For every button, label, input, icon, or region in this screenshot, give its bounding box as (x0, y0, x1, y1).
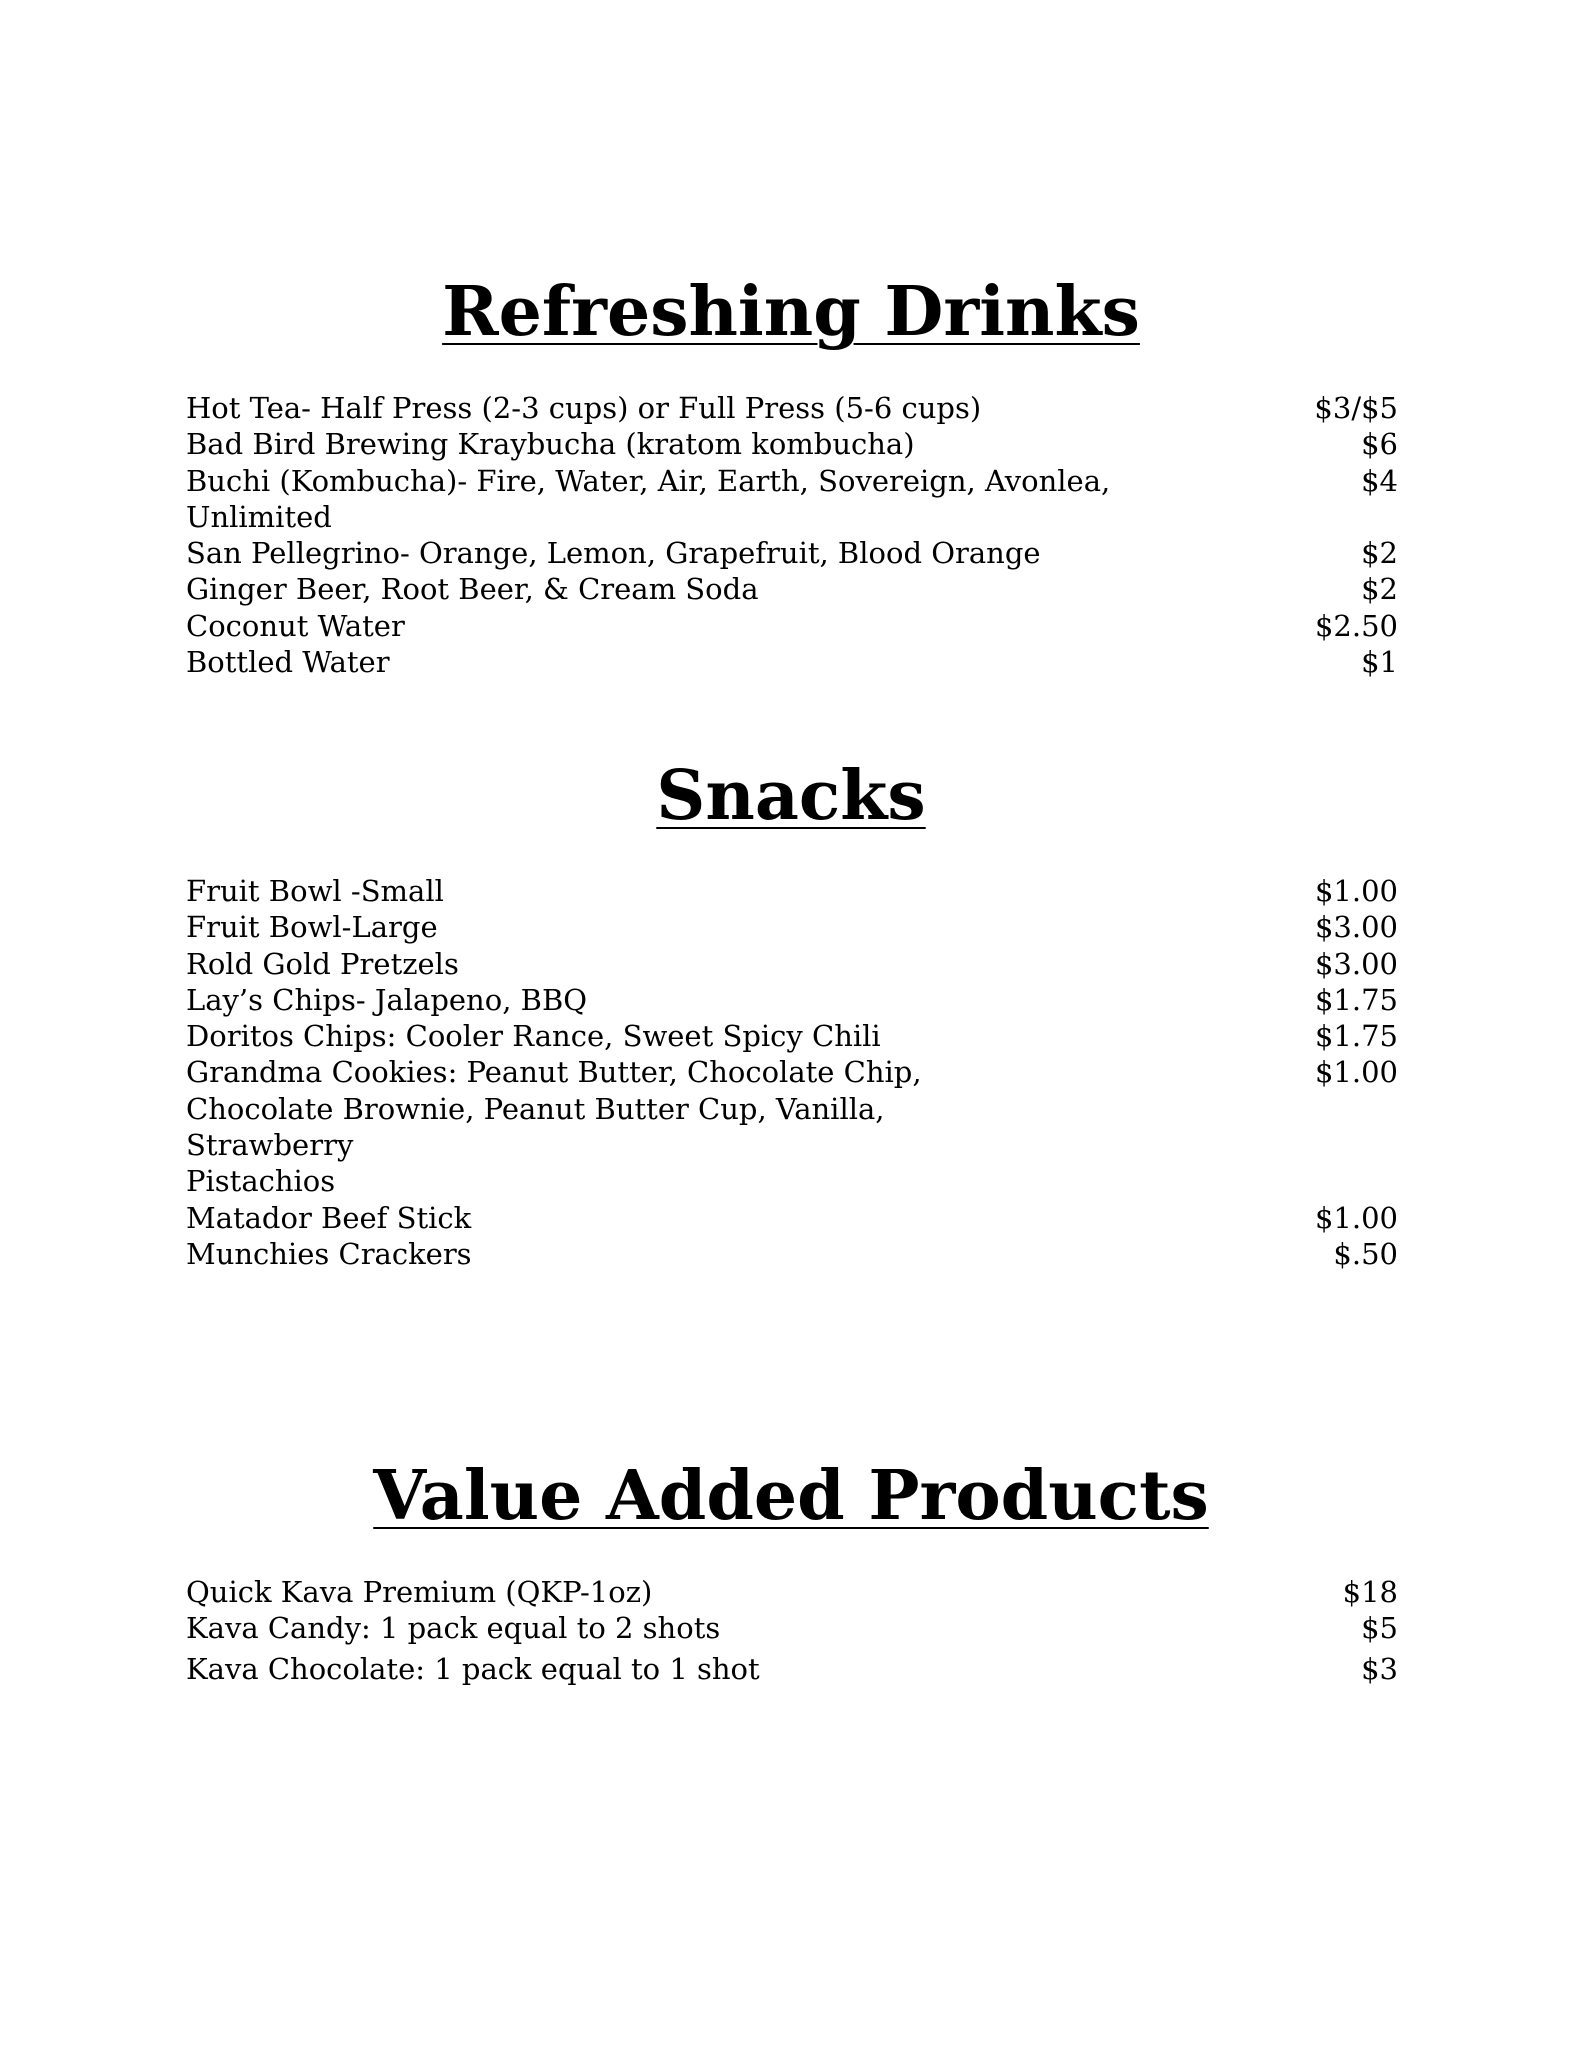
item-price: $1.00 (1314, 1055, 1398, 1090)
item-price: $1.75 (1314, 1019, 1398, 1054)
drinks-list (186, 390, 1398, 680)
item-name: Buchi (Kombucha)- Fire, Water, Air, Earth, Sovereign, Avonlea, Unlimited (186, 463, 1111, 534)
menu-item (186, 608, 1398, 644)
item-price: $1.75 (1314, 982, 1398, 1017)
item-name: Doritos Chips: Cooler Rance, Sweet Spicy Chili (186, 1019, 881, 1054)
item-name: Kava Candy: 1 pack equal to 2 shots (186, 1611, 721, 1646)
item-price: $1.00 (1314, 1200, 1398, 1235)
item-price: $1.00 (1314, 874, 1398, 908)
section-title-refreshing-drinks: Refreshing Drinks (442, 272, 1140, 352)
menu-item (186, 909, 1398, 945)
item-price: $4 (1361, 463, 1398, 498)
item-name: Rold Gold Pretzels (186, 946, 459, 981)
item-price: $18 (1342, 1575, 1398, 1609)
menu-item (186, 1163, 1398, 1199)
section-title-value-added-products: Value Added Products (373, 1456, 1209, 1536)
menu-item (186, 1200, 1398, 1236)
item-name: Fruit Bowl-Large (186, 910, 438, 945)
item-name: Coconut Water (186, 608, 405, 643)
menu-item (186, 571, 1398, 607)
value-added-products-list (186, 1574, 1398, 1687)
section-title-snacks: Snacks (656, 756, 926, 836)
menu-item (186, 982, 1398, 1018)
menu-item (186, 946, 1398, 982)
item-price: $3.00 (1314, 910, 1398, 945)
item-price: $6 (1361, 427, 1398, 462)
item-name: Ginger Beer, Root Beer, & Cream Soda (186, 572, 759, 607)
item-price: $3/$5 (1314, 391, 1398, 425)
menu-item (186, 1018, 1398, 1054)
menu-item (186, 1236, 1398, 1272)
item-price: $1 (1361, 645, 1398, 680)
item-name: Grandma Cookies: Peanut Butter, Chocolate Chip, Chocolate Brownie, Peanut Butter Cup, Vanilla, Strawberry (186, 1055, 922, 1163)
menu-item (186, 1054, 1398, 1163)
item-name: Pistachios (186, 1164, 336, 1199)
item-name: San Pellegrino- Orange, Lemon, Grapefruit, Blood Orange (186, 536, 1041, 571)
menu-item (186, 463, 1398, 536)
menu-item (186, 644, 1398, 680)
item-price: $2.50 (1314, 608, 1398, 643)
item-price: $2 (1361, 536, 1398, 571)
item-name: Kava Chocolate: 1 pack equal to 1 shot (186, 1651, 760, 1686)
item-name: Bottled Water (186, 645, 390, 680)
item-name: Lay’s Chips- Jalapeno, BBQ (186, 982, 588, 1017)
item-name: Bad Bird Brewing Kraybucha (kratom kombucha) (186, 427, 915, 462)
snacks-list (186, 873, 1398, 1272)
menu-item (186, 1651, 1398, 1687)
item-name: Matador Beef Stick (186, 1200, 472, 1235)
item-name: Quick Kava Premium (QKP-1oz) (186, 1575, 653, 1609)
menu-item (186, 1574, 1398, 1610)
item-price: $3.00 (1314, 946, 1398, 981)
item-price: $2 (1361, 572, 1398, 607)
item-name: Hot Tea- Half Press (2-3 cups) or Full Press (5-6 cups) (186, 391, 982, 425)
menu-item (186, 1610, 1398, 1646)
menu-item (186, 390, 1398, 426)
menu-item (186, 535, 1398, 571)
item-price: $.50 (1333, 1236, 1398, 1271)
item-price: $3 (1361, 1651, 1398, 1686)
menu-item (186, 873, 1398, 909)
item-name: Fruit Bowl -Small (186, 874, 444, 908)
item-name: Munchies Crackers (186, 1236, 472, 1271)
item-price: $5 (1361, 1611, 1398, 1646)
menu-item (186, 426, 1398, 462)
